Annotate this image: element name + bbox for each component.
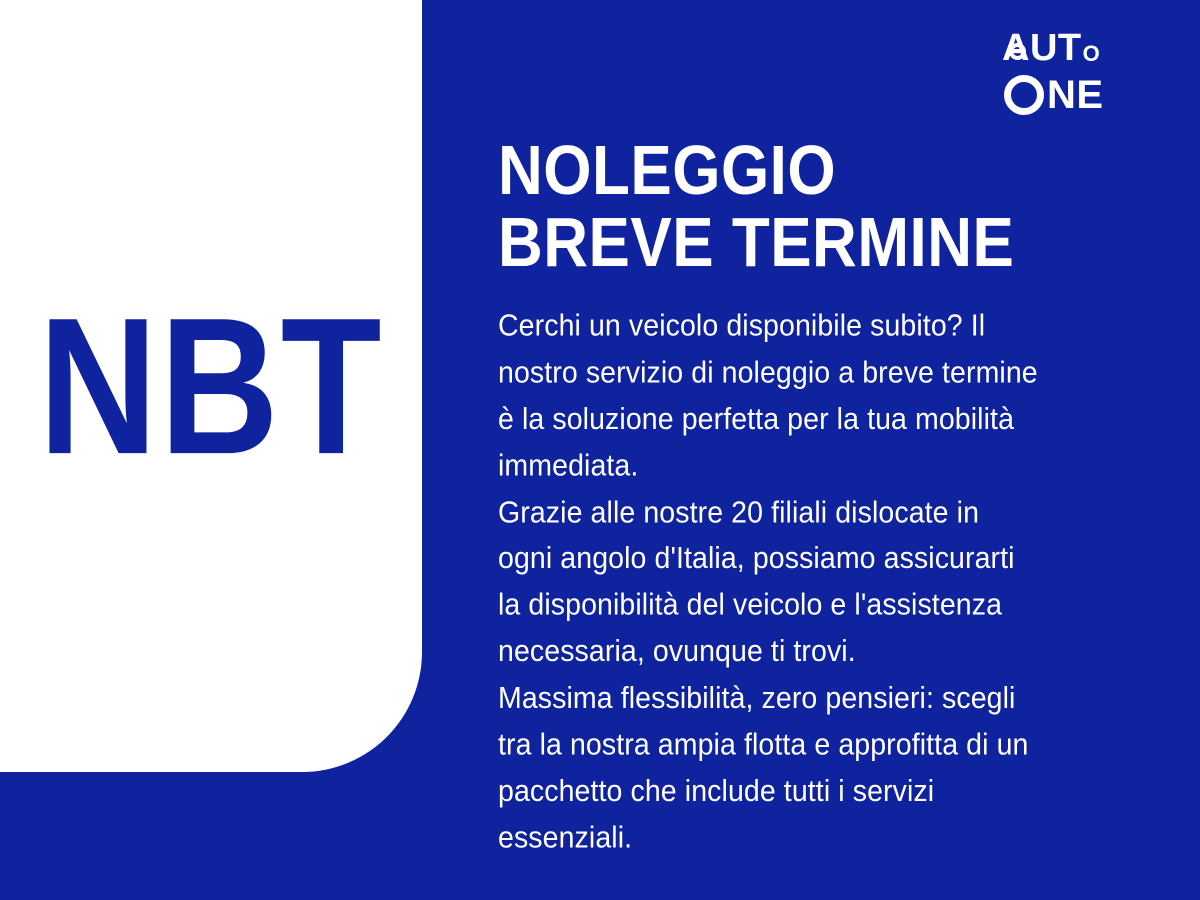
body-line: Cerchi un veicolo disponibile subito? Il xyxy=(498,309,986,344)
body-line: nostro servizio di noleggio a breve termine xyxy=(498,355,1038,390)
body-line: ogni angolo d'Italia, possiamo assicurarti xyxy=(498,541,1015,576)
body-line: è la soluzione perfetta per la tua mobilità xyxy=(498,402,1015,437)
logo-line-auto xyxy=(1002,26,1162,70)
logo-ne-text: NE xyxy=(1047,73,1104,117)
circle-icon xyxy=(1009,43,1026,60)
nbt-badge xyxy=(0,0,422,772)
headline-line-1: NOLEGGIO xyxy=(498,132,837,210)
body-line: Massima flessibilità, zero pensieri: scegli xyxy=(498,681,1016,716)
body-copy xyxy=(498,305,1158,861)
logo-a-text: A xyxy=(1002,27,1030,69)
logo-line-one xyxy=(1004,70,1162,120)
logo-letter-a xyxy=(1002,29,1030,67)
logo-o-small-text: O xyxy=(1082,41,1101,66)
page-title xyxy=(498,132,1158,283)
body-line: necessaria, ovunque ti trovi. xyxy=(498,634,856,669)
body-line: immediata. xyxy=(498,448,639,483)
body-line: essenziali. xyxy=(498,820,633,855)
body-line: pacchetto che include tutti i servizi xyxy=(498,774,935,809)
headline-line-2: BREVE TERMINE xyxy=(498,204,1015,283)
body-line: tra la nostra ampia flotta e approfitta di un xyxy=(498,727,1029,762)
nbt-abbreviation: NBT xyxy=(38,276,384,494)
body-line: Grazie alle nostre 20 filiali dislocate in xyxy=(498,495,980,530)
body-line: la disponibilità del veicolo e l'assistenza xyxy=(498,588,1003,623)
autoone-logo xyxy=(1002,26,1162,122)
content-column xyxy=(498,132,1158,855)
logo-ut-text: UT xyxy=(1029,27,1082,69)
ring-o-icon xyxy=(1004,75,1044,115)
